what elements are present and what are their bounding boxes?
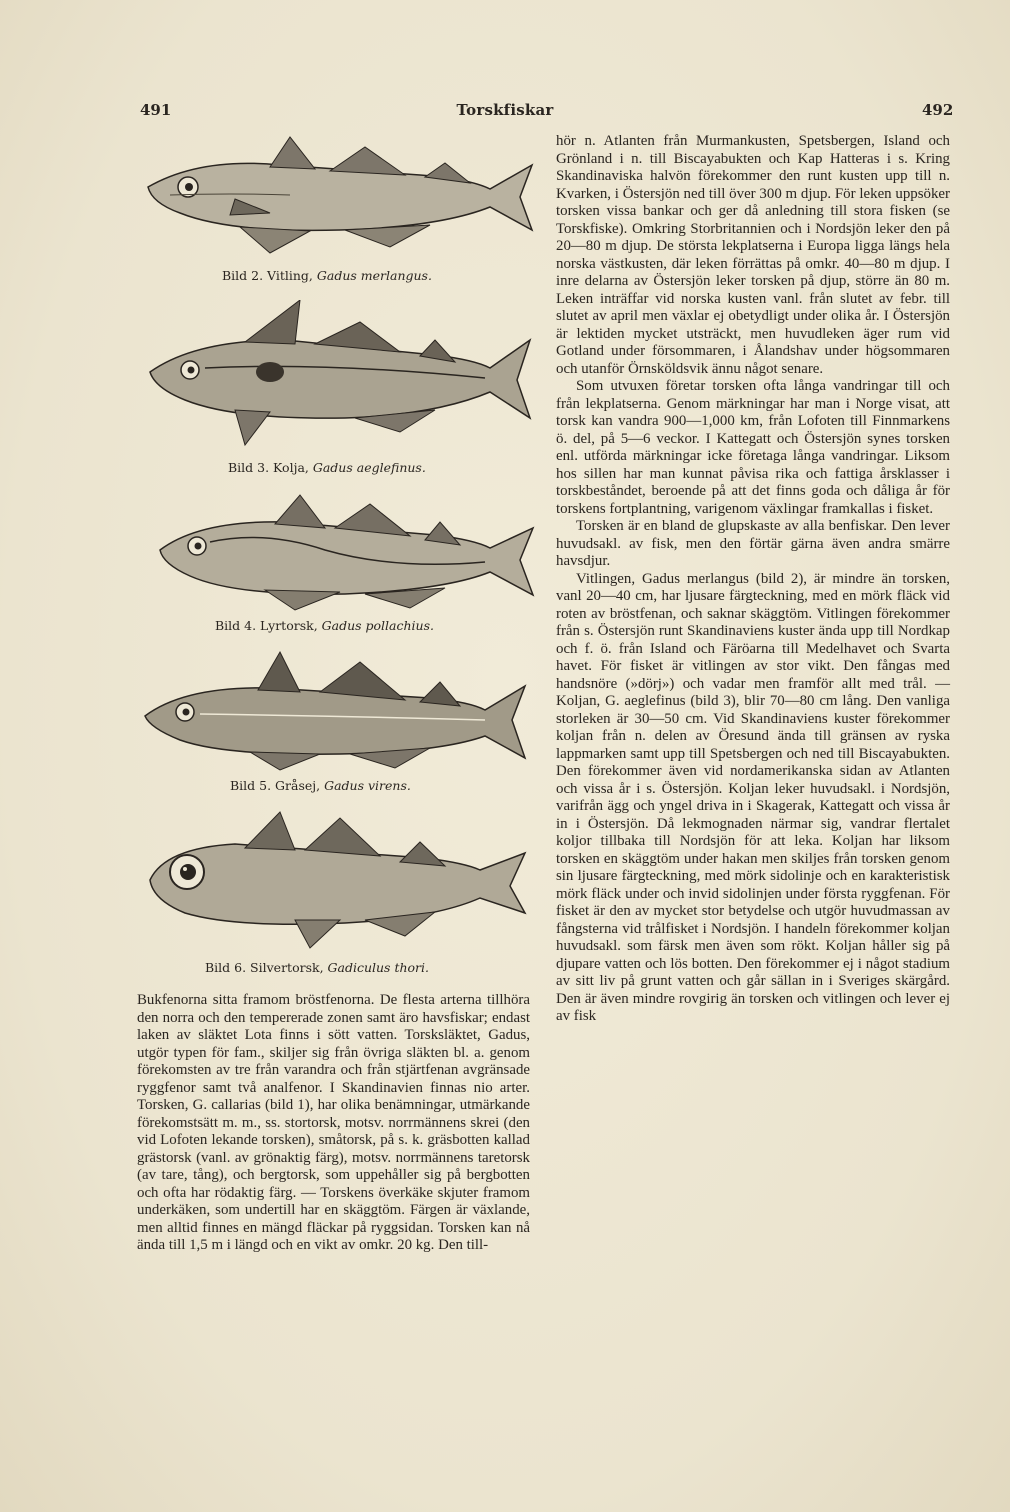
fish-illustration-vitling	[140, 135, 535, 260]
figure-caption: Bild 2. Vitling, Gadus merlangus.	[222, 268, 432, 283]
figure-caption: Bild 4. Lyrtorsk, Gadus pollachius.	[215, 618, 434, 633]
paragraph: Bukfenorna sitta framom bröstfenorna. De flesta arterna tillhöra den norra och den tempererade zonen samt äro havsfiskar; endast laken av släktet Lota finns i sött vatten. Torsksläktet, Gadus, utgör typen för fam., skiljer sig från övriga släkten bl. a. genom förekomsten av tre från varandra och från stjärtfenan avgränsade ryggfenor samt två analfenor. I Skandinavien finnas nio arter. Torsken, G. callarias (bild 1), har olika benämningar, utmärkande förekomstsätt m. m., ss. stortorsk, motsv. norrmännens skrei (den vid Lofoten lekande torsken), småtorsk, på s. k. gräsbotten kallad grästorsk (vanl. av grönaktig färg), motsv. norrmännens taretorsk (av tare, tång), och bergtorsk, som uppehåller sig på bergbotten och ofta har rödaktig färg. — Torskens överkäke skjuter framom underkäken, som undertill har en skäggtöm. Färgen är växlande, men alltid finnes en mängd fläckar på ryggsidan. Torsken kan nå ända till 1,5 m i längd och en vikt av omkr. 20 kg. Den till-	[137, 992, 530, 1253]
page-number-left: 491	[140, 101, 172, 119]
paragraph: Som utvuxen företar torsken ofta långa vandringar till och från lekplatserna. Genom märkningar har man i Norge visat, att torsk kan vandra 900—1,000 km, från Lofoten till Finnmarkens ö. del, på 5—6 veckor. I Kattegatt och Östersjön synes torsken enl. utförda märkningar icke företaga långa vandringar. Liksom hos sillen har man kunnat påvisa rika och fattiga årsklasser i torskbeståndet, beroende på att det finns goda och dåliga år för torskens fortplantning, varigenom växlingar framkallas i fisket.	[556, 378, 950, 517]
fish-illustration-kolja	[145, 300, 535, 450]
figure-caption: Bild 6. Silvertorsk, Gadiculus thori.	[205, 960, 429, 975]
fish-illustration-lyrtorsk	[155, 490, 535, 615]
running-title: Torskfiskar	[456, 101, 554, 119]
figure-caption: Bild 3. Kolja, Gadus aeglefinus.	[228, 460, 426, 475]
fish-illustration-silvertorsk	[145, 808, 530, 953]
left-column-text	[137, 992, 530, 1255]
paragraph: Vitlingen, Gadus merlangus (bild 2), är mindre än torsken, vanl 20—40 cm, har ljusare färgteckning, med en mörk fläck vid roten av bröstfenan, och saknar skäggtöm. Vitlingen förekommer från s. Östersjön runt Skandinaviens kuster ända upp till Nordkap och f. ö. från Island och Färöarna till Medelhavet och Svarta havet. För fisket är vitlingen av stor vikt. Den fångas med handsnöre (»dörj») och vadar men framför allt med trål. — Koljan, G. aeglefinus (bild 3), blir 70—80 cm lång. Den vanliga storleken är 30—50 cm. Vid Skandinaviens kuster förekommer koljan från n. delen av Öresund ända till gränsen av ryska lappmarken samt upp till Spetsbergen och ned till Biscayabukten. Den förekommer även vid nordamerikanska sidan av Atlanten och vissa år i s. Östersjön. Koljan leker huvudsakl. i Nordsjön, varifrån ägg och yngel driva in i Skagerak, Kattegatt och vissa år in i Östersjön. Då lekmognaden närmar sig, vandrar flertalet koljor tillbaka till Nordsjön för att leka. Koljan har liksom torsken en skäggtöm under hakan men skiljes från torsken genom sin ljusare färgteckning, med mörk sidolinje och en karakteristisk mörk fläck under och invid sidolinjen under första ryggfenan. För fisket är den av mycket stor betydelse och utgör huvudmassan av fångsterna vid trålfisket i Nordsjön. I handeln förekommer koljan huvudsakl. som färsk men även som rökt. Koljan håller sig på djupare vatten och lös botten. Den förekommer ej i något stadium av sitt liv på grunt vatten och går sällan in i Sveriges skärgård. Den är även mindre rovgirig än torsken och vitlingen och lever ej av fisk	[556, 570, 950, 1024]
fish-illustration-grasej	[140, 648, 530, 773]
page-number-right: 492	[922, 101, 954, 119]
right-column-text	[556, 133, 950, 1026]
paragraph: Torsken är en bland de glupskaste av alla benfiskar. Den lever huvudsakl. av fisk, men den förtär gärna även andra smärre havsdjur.	[556, 518, 950, 569]
figure-caption: Bild 5. Gråsej, Gadus virens.	[230, 778, 411, 793]
paragraph: hör n. Atlanten från Murmankusten, Spetsbergen, Island och Grönland i n. till Biscayabukten och Kap Hatteras i s. Kring Skandinaviska halvön förekommer den runt kusten upp till n. Kvarken, i Östersjön ned till över 300 m djup. För leken uppsöker torsken vissa bankar och ger då anledning till stora fisken (se Torskfiske). Omkring Storbritannien och i Nordsjön leker den på 20—80 m djup. De största lekplatserna i Europa ligga längs hela norska västkusten, där leken förrättas på omkr. 40—80 m djup. I inre delarna av Östersjön leker torsken på djup, större än 80 m. Leken inträffar vid norska kusten vanl. från slutet av febr. till slutet av april men växlar ej obetydligt under olika år. I Östersjön är lektiden mycket utsträckt, men huvudleken äger rum vid Gotland under försommaren, i Ålandshav under högsommaren och utanför Örnsköldsvik ännu något senare.	[556, 133, 950, 377]
